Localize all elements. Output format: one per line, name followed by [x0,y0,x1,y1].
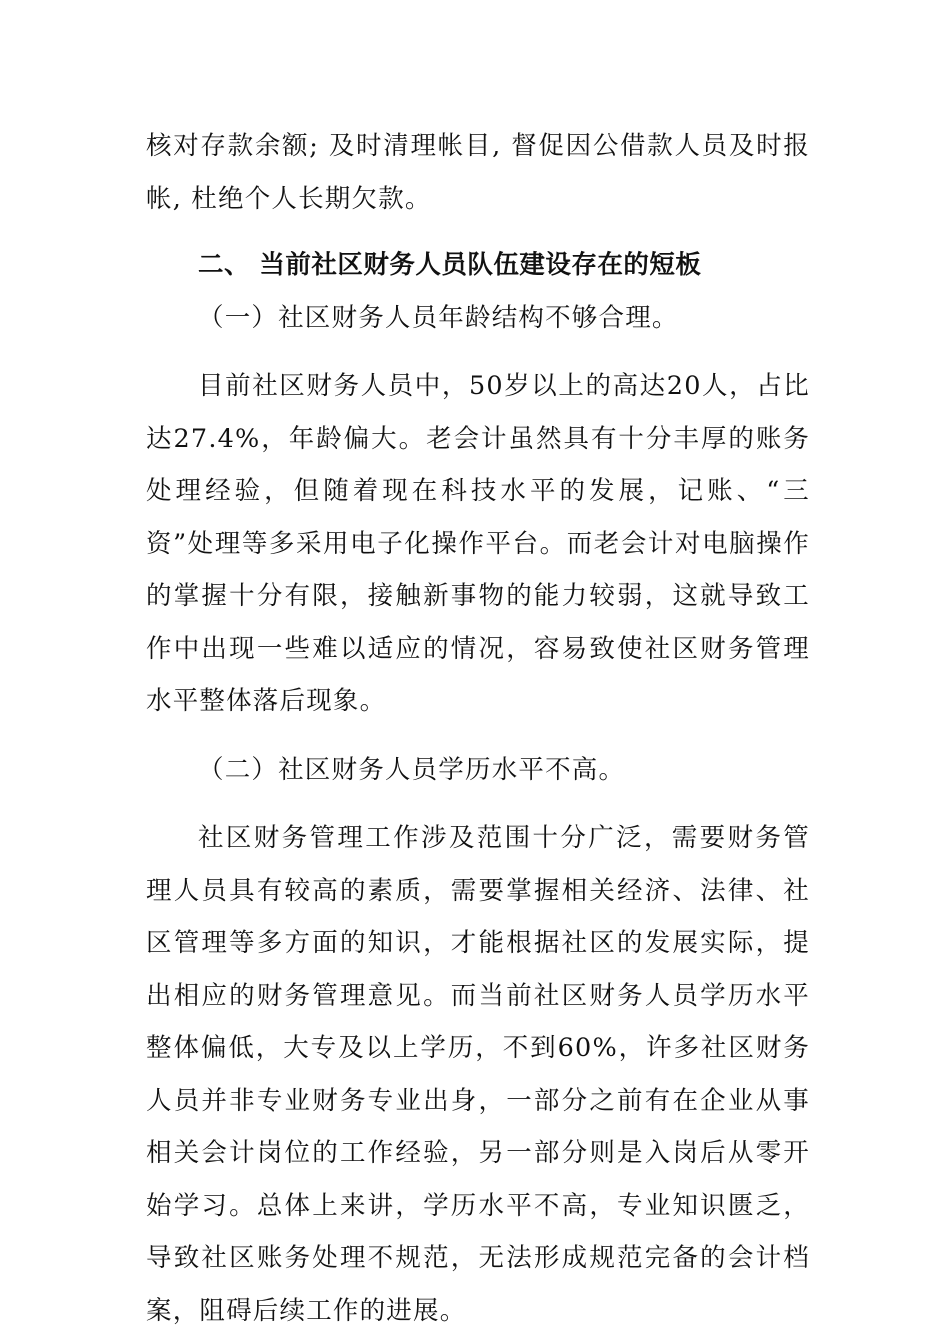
spacer [146,728,810,744]
subsection-body-2: 社区财务管理工作涉及范围十分广泛，需要财务管理人员具有较高的素质，需要掌握相关经济、法律、社区管理等多方面的知识，才能根据社区的发展实际，提出相应的财务管理意见。而当前社区财务人员学历水平整体偏低，大专及以上学历，不到60%，许多社区财务人员并非专业财务专业出身，一部分之前有在企业从事相关会计岗位的工作经验，另一部分则是入岗后从零开始学习。总体上来讲，学历水平不高，专业知识匮乏，导致社区账务处理不规范，无法形成规范完备的会计档案，阻碍后续工作的进展。 [146,823,810,1326]
spacer [146,344,810,360]
section-heading: 二、 当前社区财务人员队伍建设存在的短板 [198,250,702,280]
subsection-title-2: （二）社区财务人员学历水平不高。 [198,754,626,785]
document-page [146,120,810,1337]
spacer [146,225,810,239]
subsection-title-1: （一）社区财务人员年龄结构不够合理。 [198,302,679,333]
continued-paragraph: 核对存款余额; 及时清理帐目, 督促因公借款人员及时报帐, 杜绝个人长期欠款。 [146,131,810,214]
subsection-body-1: 目前社区财务人员中，50岁以上的高达20人，占比达27.4%，年龄偏大。老会计虽然具有十分丰厚的账务处理经验，但随着现在科技水平的发展，记账、“三资”处理等多采用电子化操作平台。而老会计对电脑操作的掌握十分有限，接触新事物的能力较弱，这就导致工作中出现一些难以适应的情况，容易致使社区财务管理水平整体落后现象。 [146,371,810,716]
spacer [146,796,810,812]
